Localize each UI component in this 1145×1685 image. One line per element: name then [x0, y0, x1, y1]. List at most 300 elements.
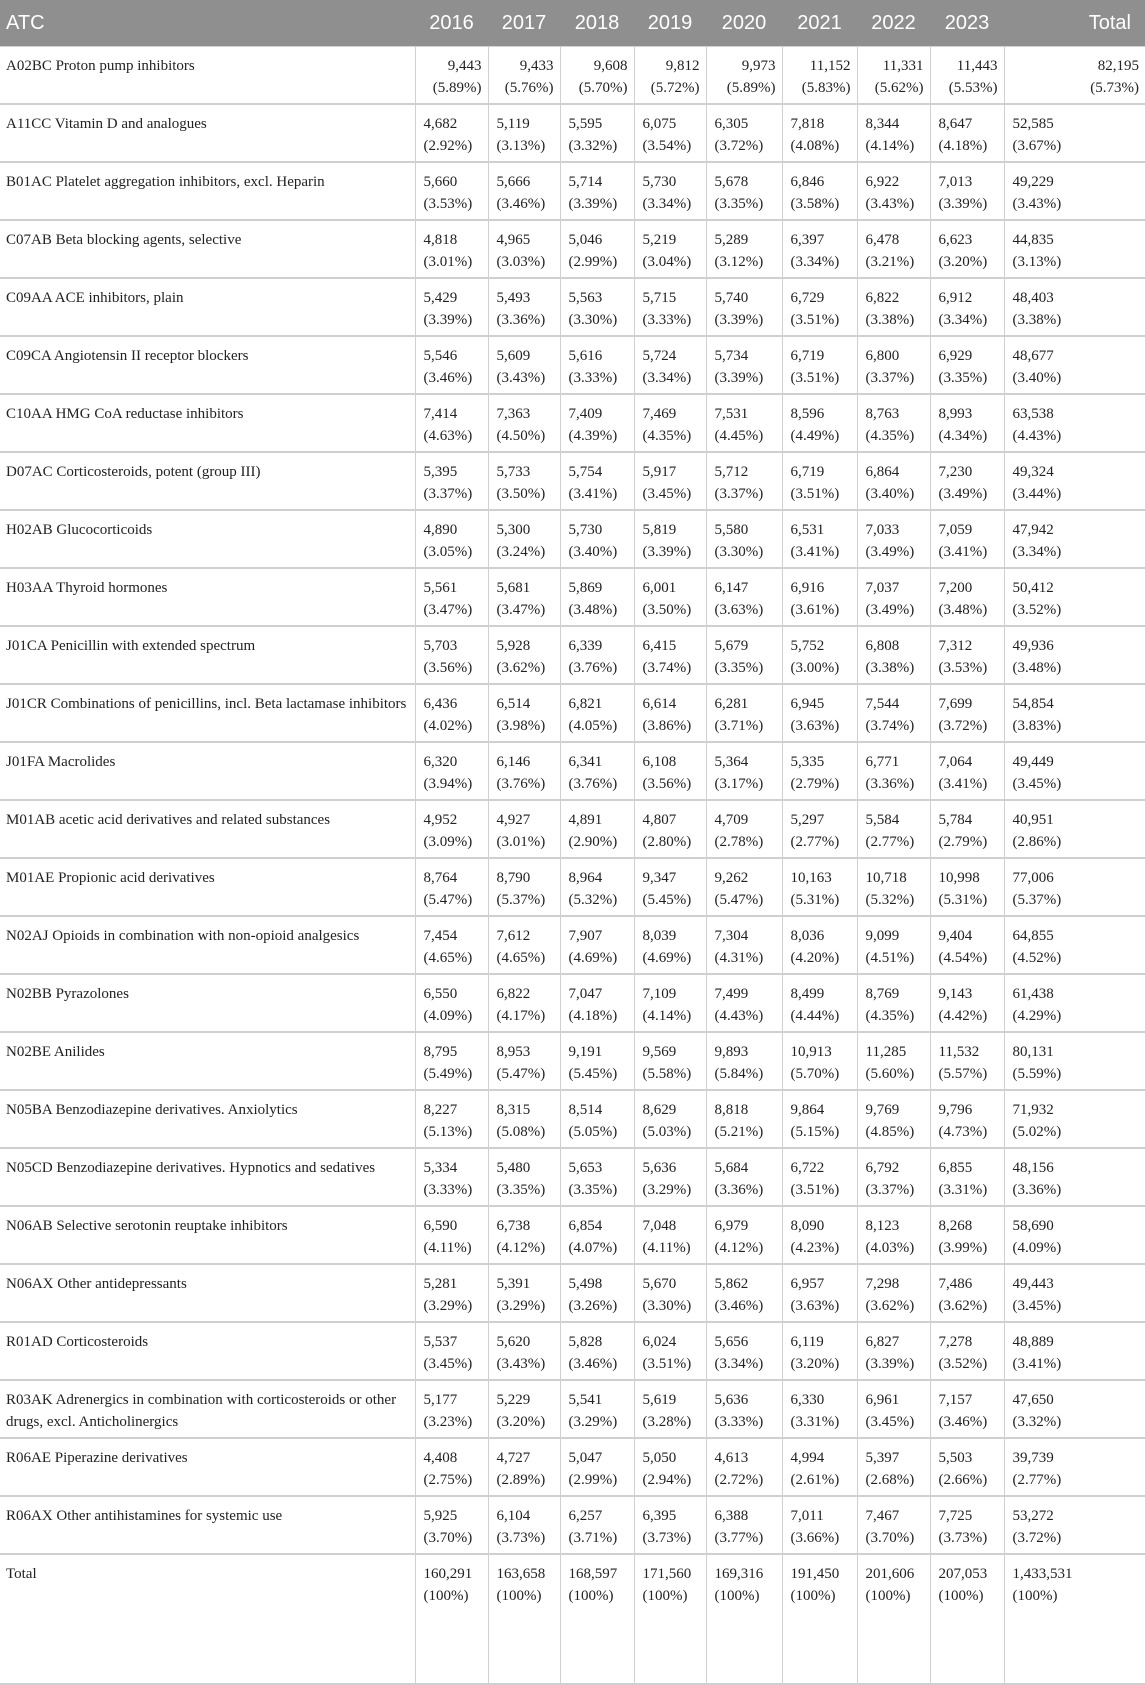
percent-value: (4.18%) — [568, 1008, 618, 1024]
count-value: 9,973 — [741, 58, 776, 74]
count-value: 4,891 — [568, 812, 603, 828]
value-cell — [930, 1206, 1004, 1264]
value-cell — [560, 162, 634, 220]
value-cell — [782, 278, 857, 336]
value-cell — [930, 278, 1004, 336]
value-cell — [415, 394, 488, 452]
value-cell — [1004, 278, 1145, 336]
value-cell — [1004, 1032, 1145, 1090]
count-value: 5,734 — [714, 348, 749, 364]
count-value: 6,827 — [865, 1334, 900, 1350]
percent-value: (3.72%) — [938, 718, 988, 734]
value-cell — [415, 858, 488, 916]
count-value: 8,227 — [423, 1102, 458, 1118]
count-value: 6,854 — [568, 1218, 603, 1234]
count-value: 7,157 — [938, 1392, 973, 1408]
percent-value: (4.69%) — [568, 950, 618, 966]
count-value: 5,219 — [642, 232, 677, 248]
percent-value: (5.76%) — [504, 80, 554, 96]
value-cell — [634, 568, 706, 626]
count-value: 6,531 — [790, 522, 825, 538]
count-value: 49,229 — [1012, 174, 1054, 190]
percent-value: (3.49%) — [865, 602, 915, 618]
count-value: 5,784 — [938, 812, 973, 828]
count-value: 8,795 — [423, 1044, 458, 1060]
percent-value: (5.15%) — [790, 1124, 840, 1140]
value-cell — [706, 220, 782, 278]
percent-value: (100%) — [790, 1588, 836, 1604]
count-value: 5,754 — [568, 464, 603, 480]
count-value: 5,050 — [642, 1450, 677, 1466]
percent-value: (3.38%) — [1012, 312, 1062, 328]
value-cell — [706, 974, 782, 1032]
count-value: 7,013 — [938, 174, 973, 190]
percent-value: (3.29%) — [423, 1298, 473, 1314]
value-cell — [415, 1206, 488, 1264]
value-cell — [857, 974, 930, 1032]
percent-value: (3.47%) — [496, 602, 546, 618]
count-value: 8,790 — [496, 870, 531, 886]
count-value: 7,200 — [938, 580, 973, 596]
count-value: 5,537 — [423, 1334, 458, 1350]
count-value: 5,561 — [423, 580, 458, 596]
value-cell — [634, 742, 706, 800]
count-value: 6,395 — [642, 1508, 677, 1524]
count-value: 7,409 — [568, 406, 603, 422]
count-value: 169,316 — [714, 1566, 764, 1582]
count-value: 5,616 — [568, 348, 603, 364]
count-value: 5,730 — [568, 522, 603, 538]
value-cell — [782, 1438, 857, 1496]
percent-value: (3.74%) — [865, 718, 915, 734]
percent-value: (5.89%) — [726, 80, 776, 96]
count-value: 201,606 — [865, 1566, 915, 1582]
percent-value: (3.20%) — [938, 254, 988, 270]
percent-value: (4.09%) — [423, 1008, 473, 1024]
percent-value: (4.42%) — [938, 1008, 988, 1024]
percent-value: (2.79%) — [938, 834, 988, 850]
count-value: 7,414 — [423, 406, 458, 422]
percent-value: (4.43%) — [1012, 428, 1062, 444]
value-cell — [560, 452, 634, 510]
count-value: 6,478 — [865, 232, 900, 248]
count-value: 5,281 — [423, 1276, 458, 1292]
table-row — [0, 1264, 1145, 1322]
value-cell — [634, 1264, 706, 1322]
percent-value: (3.13%) — [496, 138, 546, 154]
value-cell — [782, 1032, 857, 1090]
percent-value: (3.58%) — [790, 196, 840, 212]
percent-value: (3.23%) — [423, 1414, 473, 1430]
percent-value: (3.20%) — [496, 1414, 546, 1430]
value-cell — [857, 452, 930, 510]
percent-value: (3.48%) — [1012, 660, 1062, 676]
percent-value: (3.56%) — [642, 776, 692, 792]
count-value: 6,821 — [568, 696, 603, 712]
value-cell — [634, 1380, 706, 1438]
percent-value: (3.34%) — [642, 370, 692, 386]
percent-value: (3.45%) — [423, 1356, 473, 1372]
atc-label: J01FA Macrolides — [0, 742, 415, 800]
percent-value: (3.26%) — [568, 1298, 618, 1314]
count-value: 6,855 — [938, 1160, 973, 1176]
count-value: 163,658 — [496, 1566, 546, 1582]
percent-value: (4.08%) — [790, 138, 840, 154]
percent-value: (2.77%) — [790, 834, 840, 850]
percent-value: (3.29%) — [568, 1414, 618, 1430]
value-cell — [560, 626, 634, 684]
value-cell — [857, 1554, 930, 1684]
count-value: 6,792 — [865, 1160, 900, 1176]
count-value: 7,544 — [865, 696, 900, 712]
percent-value: (4.44%) — [790, 1008, 840, 1024]
percent-value: (3.35%) — [568, 1182, 618, 1198]
value-cell — [782, 568, 857, 626]
count-value: 160,291 — [423, 1566, 473, 1582]
value-cell — [782, 1554, 857, 1684]
percent-value: (2.68%) — [865, 1472, 915, 1488]
count-value: 5,047 — [568, 1450, 603, 1466]
table-row — [0, 742, 1145, 800]
percent-value: (3.52%) — [1012, 602, 1062, 618]
column-header: 2021 — [782, 0, 857, 47]
percent-value: (3.00%) — [790, 660, 840, 676]
value-cell — [930, 626, 1004, 684]
count-value: 8,596 — [790, 406, 825, 422]
percent-value: (3.38%) — [865, 312, 915, 328]
value-cell — [1004, 684, 1145, 742]
count-value: 9,143 — [938, 986, 973, 1002]
percent-value: (3.76%) — [568, 776, 618, 792]
value-cell — [1004, 626, 1145, 684]
percent-value: (4.35%) — [865, 1008, 915, 1024]
percent-value: (5.47%) — [714, 892, 764, 908]
percent-value: (3.94%) — [423, 776, 473, 792]
value-cell — [1004, 1322, 1145, 1380]
value-cell — [782, 626, 857, 684]
count-value: 6,961 — [865, 1392, 900, 1408]
value-cell — [560, 1090, 634, 1148]
count-value: 5,653 — [568, 1160, 603, 1176]
value-cell — [488, 47, 560, 105]
value-cell — [930, 800, 1004, 858]
value-cell — [634, 394, 706, 452]
percent-value: (3.30%) — [714, 544, 764, 560]
count-value: 6,147 — [714, 580, 749, 596]
value-cell — [560, 1032, 634, 1090]
value-cell — [706, 1264, 782, 1322]
percent-value: (3.73%) — [642, 1530, 692, 1546]
table-row — [0, 1206, 1145, 1264]
table-row — [0, 800, 1145, 858]
percent-value: (3.76%) — [568, 660, 618, 676]
percent-value: (3.63%) — [714, 602, 764, 618]
value-cell — [415, 1264, 488, 1322]
value-cell — [857, 916, 930, 974]
value-cell — [415, 104, 488, 162]
count-value: 82,195 — [1097, 58, 1139, 74]
percent-value: (3.72%) — [1012, 1530, 1062, 1546]
percent-value: (3.51%) — [790, 486, 840, 502]
count-value: 5,928 — [496, 638, 531, 654]
count-value: 5,684 — [714, 1160, 749, 1176]
percent-value: (3.51%) — [790, 370, 840, 386]
value-cell — [930, 1438, 1004, 1496]
value-cell — [560, 47, 634, 105]
count-value: 8,953 — [496, 1044, 531, 1060]
percent-value: (4.49%) — [790, 428, 840, 444]
percent-value: (5.47%) — [496, 1066, 546, 1082]
value-cell — [488, 1496, 560, 1554]
percent-value: (3.39%) — [714, 312, 764, 328]
value-cell — [634, 278, 706, 336]
count-value: 10,163 — [790, 870, 832, 886]
atc-label: A02BC Proton pump inhibitors — [0, 47, 415, 105]
value-cell — [634, 626, 706, 684]
percent-value: (2.86%) — [1012, 834, 1062, 850]
percent-value: (2.66%) — [938, 1472, 988, 1488]
value-cell — [930, 1148, 1004, 1206]
value-cell — [857, 1438, 930, 1496]
percent-value: (4.52%) — [1012, 950, 1062, 966]
count-value: 5,715 — [642, 290, 677, 306]
count-value: 6,341 — [568, 754, 603, 770]
value-cell — [782, 510, 857, 568]
count-value: 11,443 — [956, 58, 998, 74]
value-cell — [782, 800, 857, 858]
table-row — [0, 1380, 1145, 1438]
count-value: 7,454 — [423, 928, 458, 944]
value-cell — [634, 684, 706, 742]
value-cell — [1004, 916, 1145, 974]
percent-value: (3.66%) — [790, 1530, 840, 1546]
percent-value: (3.67%) — [1012, 138, 1062, 154]
percent-value: (4.69%) — [642, 950, 692, 966]
count-value: 5,300 — [496, 522, 531, 538]
percent-value: (3.41%) — [1012, 1356, 1062, 1372]
percent-value: (100%) — [938, 1588, 984, 1604]
count-value: 6,979 — [714, 1218, 749, 1234]
count-value: 6,436 — [423, 696, 458, 712]
count-value: 5,660 — [423, 174, 458, 190]
count-value: 5,289 — [714, 232, 749, 248]
value-cell — [782, 1148, 857, 1206]
table-row — [0, 452, 1145, 510]
count-value: 6,922 — [865, 174, 900, 190]
percent-value: (3.45%) — [1012, 776, 1062, 792]
percent-value: (3.62%) — [496, 660, 546, 676]
count-value: 7,907 — [568, 928, 603, 944]
count-value: 5,619 — [642, 1392, 677, 1408]
value-cell — [488, 104, 560, 162]
percent-value: (5.31%) — [790, 892, 840, 908]
count-value: 5,541 — [568, 1392, 603, 1408]
value-cell — [782, 336, 857, 394]
percent-value: (4.18%) — [938, 138, 988, 154]
value-cell — [560, 800, 634, 858]
count-value: 6,514 — [496, 696, 531, 712]
value-cell — [782, 452, 857, 510]
value-cell — [1004, 858, 1145, 916]
percent-value: (3.35%) — [714, 660, 764, 676]
value-cell — [488, 1438, 560, 1496]
count-value: 1,433,531 — [1012, 1566, 1073, 1582]
percent-value: (5.62%) — [874, 80, 924, 96]
count-value: 5,364 — [714, 754, 749, 770]
value-cell — [857, 162, 930, 220]
value-cell — [634, 336, 706, 394]
percent-value: (3.24%) — [496, 544, 546, 560]
percent-value: (5.21%) — [714, 1124, 764, 1140]
value-cell — [782, 1322, 857, 1380]
count-value: 6,550 — [423, 986, 458, 1002]
percent-value: (3.37%) — [714, 486, 764, 502]
column-header: 2020 — [706, 0, 782, 47]
value-cell — [930, 1322, 1004, 1380]
count-value: 6,729 — [790, 290, 825, 306]
percent-value: (4.02%) — [423, 718, 473, 734]
table-row — [0, 104, 1145, 162]
table-row — [0, 1090, 1145, 1148]
percent-value: (3.34%) — [938, 312, 988, 328]
value-cell — [782, 394, 857, 452]
percent-value: (100%) — [865, 1588, 911, 1604]
count-value: 9,893 — [714, 1044, 749, 1060]
count-value: 6,738 — [496, 1218, 531, 1234]
value-cell — [706, 742, 782, 800]
percent-value: (3.37%) — [865, 370, 915, 386]
value-cell — [930, 684, 1004, 742]
percent-value: (3.63%) — [790, 1298, 840, 1314]
count-value: 8,315 — [496, 1102, 531, 1118]
value-cell — [415, 1554, 488, 1684]
value-cell — [930, 1090, 1004, 1148]
count-value: 9,796 — [938, 1102, 973, 1118]
count-value: 8,268 — [938, 1218, 973, 1234]
count-value: 8,818 — [714, 1102, 749, 1118]
percent-value: (4.20%) — [790, 950, 840, 966]
count-value: 5,498 — [568, 1276, 603, 1292]
percent-value: (3.51%) — [790, 312, 840, 328]
value-cell — [930, 974, 1004, 1032]
percent-value: (3.04%) — [642, 254, 692, 270]
value-cell — [415, 1322, 488, 1380]
value-cell — [706, 1032, 782, 1090]
value-cell — [415, 162, 488, 220]
value-cell — [782, 47, 857, 105]
value-cell — [706, 394, 782, 452]
value-cell — [857, 1032, 930, 1090]
value-cell — [560, 394, 634, 452]
count-value: 6,320 — [423, 754, 458, 770]
value-cell — [930, 1496, 1004, 1554]
value-cell — [857, 1148, 930, 1206]
count-value: 5,391 — [496, 1276, 531, 1292]
value-cell — [415, 1438, 488, 1496]
count-value: 47,650 — [1012, 1392, 1054, 1408]
count-value: 50,412 — [1012, 580, 1054, 596]
percent-value: (5.32%) — [568, 892, 618, 908]
count-value: 48,403 — [1012, 290, 1054, 306]
count-value: 49,324 — [1012, 464, 1054, 480]
value-cell — [488, 684, 560, 742]
value-cell — [488, 626, 560, 684]
count-value: 9,404 — [938, 928, 973, 944]
count-value: 6,719 — [790, 348, 825, 364]
value-cell — [488, 1148, 560, 1206]
percent-value: (3.52%) — [938, 1356, 988, 1372]
column-header: ATC — [0, 0, 415, 47]
count-value: 6,912 — [938, 290, 973, 306]
atc-label: N02AJ Opioids in combination with non-opioid analgesics — [0, 916, 415, 974]
value-cell — [634, 47, 706, 105]
percent-value: (4.14%) — [865, 138, 915, 154]
percent-value: (3.53%) — [423, 196, 473, 212]
count-value: 8,039 — [642, 928, 677, 944]
column-header: 2019 — [634, 0, 706, 47]
value-cell — [1004, 1438, 1145, 1496]
count-value: 4,408 — [423, 1450, 458, 1466]
table-row — [0, 684, 1145, 742]
percent-value: (3.45%) — [865, 1414, 915, 1430]
percent-value: (3.29%) — [642, 1182, 692, 1198]
value-cell — [930, 916, 1004, 974]
percent-value: (5.31%) — [938, 892, 988, 908]
value-cell — [782, 1380, 857, 1438]
value-cell — [560, 1380, 634, 1438]
count-value: 8,036 — [790, 928, 825, 944]
value-cell — [782, 916, 857, 974]
value-cell — [560, 742, 634, 800]
count-value: 9,608 — [593, 58, 628, 74]
percent-value: (3.46%) — [496, 196, 546, 212]
atc-label: R06AX Other antihistamines for systemic use — [0, 1496, 415, 1554]
percent-value: (5.89%) — [432, 80, 482, 96]
percent-value: (3.39%) — [938, 196, 988, 212]
percent-value: (3.46%) — [938, 1414, 988, 1430]
table-row — [0, 510, 1145, 568]
value-cell — [706, 1496, 782, 1554]
percent-value: (4.45%) — [714, 428, 764, 444]
percent-value: (3.45%) — [1012, 1298, 1062, 1314]
count-value: 5,620 — [496, 1334, 531, 1350]
count-value: 7,033 — [865, 522, 900, 538]
percent-value: (4.11%) — [642, 1240, 691, 1256]
percent-value: (4.14%) — [642, 1008, 692, 1024]
percent-value: (5.70%) — [578, 80, 628, 96]
value-cell — [857, 1496, 930, 1554]
value-cell — [415, 1090, 488, 1148]
percent-value: (3.86%) — [642, 718, 692, 734]
count-value: 7,818 — [790, 116, 825, 132]
count-value: 8,499 — [790, 986, 825, 1002]
table-row — [0, 858, 1145, 916]
table-row — [0, 47, 1145, 105]
value-cell — [1004, 800, 1145, 858]
value-cell — [1004, 1090, 1145, 1148]
percent-value: (4.43%) — [714, 1008, 764, 1024]
value-cell — [930, 220, 1004, 278]
value-cell — [560, 1438, 634, 1496]
percent-value: (4.39%) — [568, 428, 618, 444]
percent-value: (3.36%) — [1012, 1182, 1062, 1198]
percent-value: (4.73%) — [938, 1124, 988, 1140]
atc-label: N05CD Benzodiazepine derivatives. Hypnotics and sedatives — [0, 1148, 415, 1206]
value-cell — [634, 1496, 706, 1554]
value-cell — [930, 1380, 1004, 1438]
count-value: 71,932 — [1012, 1102, 1054, 1118]
percent-value: (5.72%) — [650, 80, 700, 96]
